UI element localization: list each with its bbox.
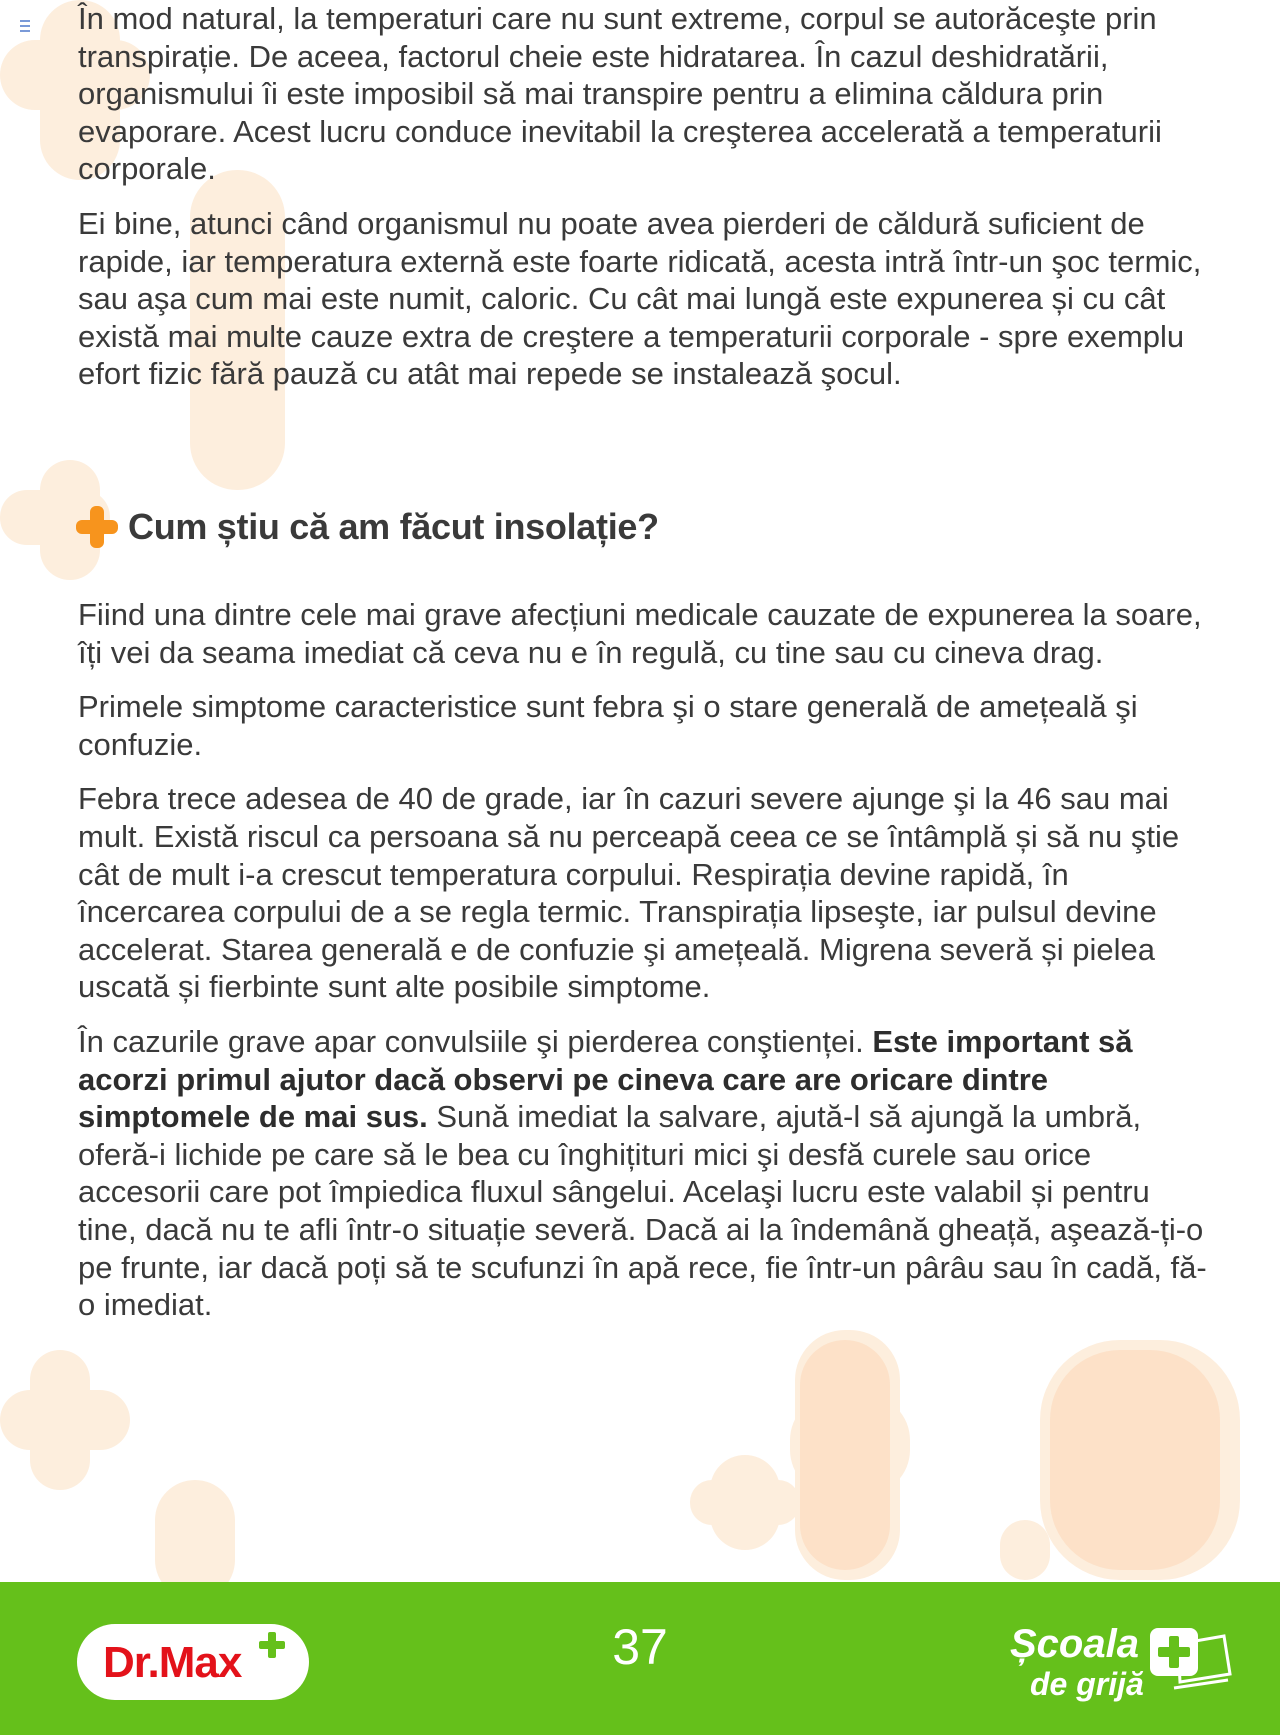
intro-text bbox=[78, 0, 1208, 410]
section-title: Cum știu că am făcut insolație? bbox=[128, 506, 659, 547]
brand-name: Dr.Max bbox=[103, 1638, 242, 1687]
section-paragraph-3: Febra trece adesea de 40 de grade, iar în cazuri severe ajunge şi la 46 sau mai mult. Există riscul ca persoana să nu perceapă ceea ce se întâmplă și să nu ştie cât de mult i-a crescut temperatura corpului. Respirația devine rapidă, în încercarea corpului de a se regla termic. Transpirația lipseşte, iar pulsul devine accelerat. Starea generală e de confuzie şi amețeală. Migrena severă și pielea uscată și fierbinte sunt alte posibile simptome. bbox=[78, 781, 1180, 1005]
page-number: 37 bbox=[612, 1619, 668, 1675]
plus-icon bbox=[76, 506, 118, 548]
scoala-line-1: Școala bbox=[1010, 1622, 1139, 1666]
section-paragraph-4 bbox=[78, 1023, 1208, 1324]
section-heading bbox=[76, 506, 659, 548]
scoala-de-grija-logo bbox=[1010, 1622, 1240, 1712]
paragraph-4-start: În cazurile grave apar convulsiile şi pierderea conştienței. bbox=[78, 1023, 873, 1059]
section-body bbox=[78, 596, 1208, 1341]
book-plus-icon bbox=[1150, 1622, 1234, 1700]
paragraph-4-emphasis: Este important să acorzi primul ajutor dacă observi pe cineva care are oricare dintre simptomele de mai sus. bbox=[78, 1023, 1133, 1135]
menu-icon[interactable] bbox=[20, 20, 30, 32]
scoala-line-2: de grijă bbox=[1030, 1666, 1144, 1702]
section-paragraph-2: Primele simptome caracteristice sunt febra şi o stare generală de amețeală şi confuzie. bbox=[78, 689, 1138, 762]
intro-paragraph-1: În mod natural, la temperaturi care nu sunt extreme, corpul se autorăceşte prin transpirație. De aceea, factorul cheie este hidratarea. În cazul deshidratării, organismului îi este imposibil să mai transpire pentru a elimina căldura prin evaporare. Acest lucru conduce inevitabil la creşterea accelerată a temperaturii corporale. bbox=[78, 1, 1162, 187]
intro-paragraph-2: Ei bine, atunci când organismul nu poate avea pierderi de căldură suficient de rapide, iar temperatura externă este foarte ridicată, acesta intră într-un şoc termic, sau aşa cum mai este numit, caloric. Cu cât mai lungă este expunerea și cu cât există mai multe cauze extra de creştere a temperaturii corporale - spre exemplu efort fizic fără pauză cu atât mai repede se instalează şocul. bbox=[78, 205, 1202, 392]
footer-bar bbox=[0, 1582, 1280, 1735]
paragraph-4-end: Sună imediat la salvare, ajută-l să ajungă la umbră, oferă-i lichide pe care să le bea cu înghițituri mici şi desfă curele sau orice accesorii care pot împiedica fluxul sângelui. Acelaşi lucru este valabil și pentru tine, dacă nu te afli într-o situație severă. Dacă ai la îndemână gheață, aşează-ți-o pe frunte, iar dacă poți să te scufunzi în apă rece, fie într-un pârâu sau în cadă, fă-o imediat. bbox=[78, 1099, 1207, 1323]
section-paragraph-1: Fiind una dintre cele mai grave afecțiuni medicale cauzate de expunerea la soare, îți vei da seama imediat că ceva nu e în regulă, cu tine sau cu cineva drag. bbox=[78, 597, 1202, 670]
